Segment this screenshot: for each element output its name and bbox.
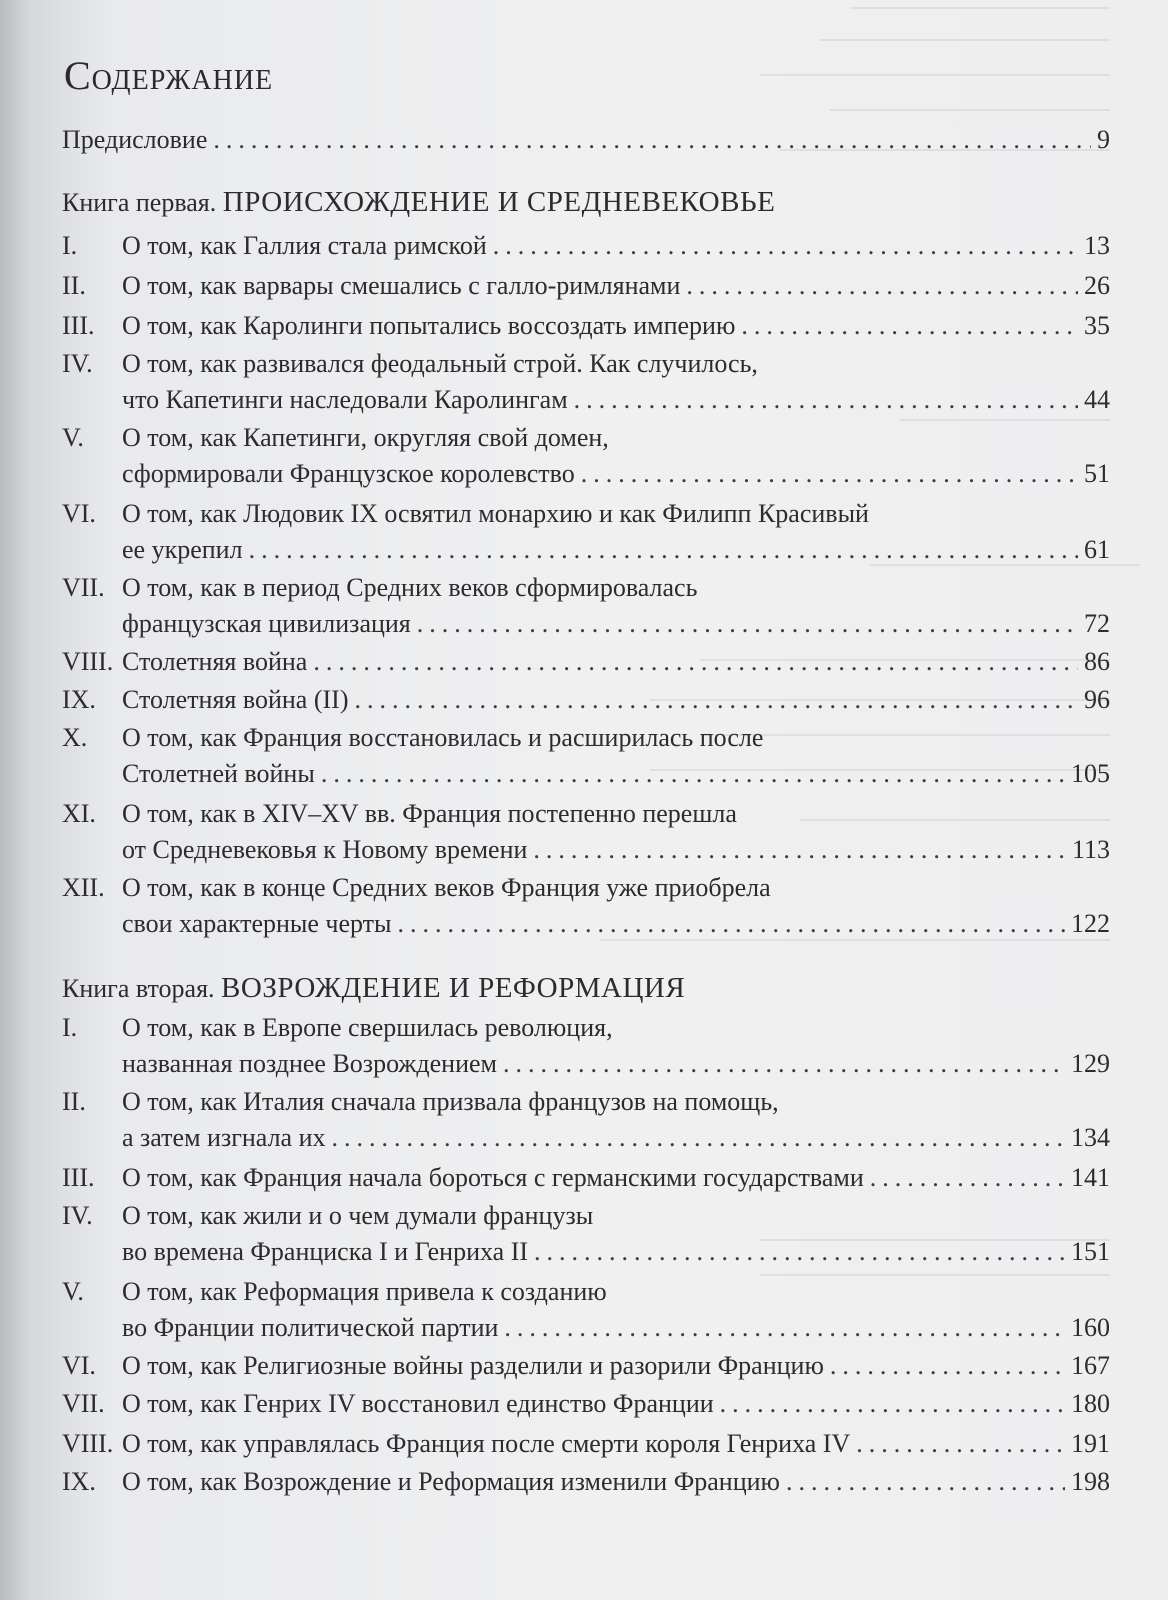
leader-dots — [720, 1386, 1065, 1422]
entry-title: О том, как жили и о чем думали французы — [122, 1201, 594, 1230]
entry-title-continued: свои характерные черты — [122, 909, 392, 938]
page-number: 191 — [1071, 1429, 1110, 1458]
chapter-number: VI. — [62, 499, 96, 528]
page-number: 198 — [1071, 1467, 1110, 1496]
toc-entry[interactable] — [62, 1160, 1110, 1196]
chapter-number: XI. — [62, 799, 96, 828]
leader-dots — [332, 1120, 1066, 1156]
page-number: 141 — [1071, 1163, 1110, 1192]
entry-title-continued: названная позднее Возрождением — [122, 1049, 497, 1078]
leader-dots — [321, 756, 1065, 792]
toc-entry[interactable] — [62, 870, 1110, 942]
page-number: 35 — [1084, 311, 1110, 340]
entry-title: О том, как Капетинги, округляя свой домен, — [122, 423, 609, 452]
chapter-number: VII. — [62, 573, 105, 602]
toc-entry[interactable] — [62, 1084, 1110, 1156]
page-number: 134 — [1071, 1123, 1110, 1152]
toc-entry[interactable] — [62, 1464, 1110, 1500]
entry-title-continued: что Капетинги наследовали Каролингам — [122, 385, 568, 414]
entry-title-continued: во Франции политической партии — [122, 1313, 499, 1342]
toc-entry[interactable] — [62, 496, 1110, 568]
toc-entry[interactable] — [62, 228, 1110, 264]
leader-dots — [534, 1234, 1065, 1270]
page-title: Содержание — [64, 53, 274, 98]
page-number: 122 — [1071, 909, 1110, 938]
chapter-number: VIII. — [62, 1429, 114, 1458]
toc-entry[interactable] — [62, 1426, 1110, 1462]
chapter-number: III. — [62, 311, 95, 340]
toc-entry[interactable] — [62, 682, 1110, 718]
entry-title: О том, как Возрождение и Реформация изменили Францию — [122, 1467, 780, 1496]
leader-dots — [213, 122, 1091, 158]
entry-title: О том, как Италия сначала призвала французов на помощь, — [122, 1087, 779, 1116]
page-number: 113 — [1071, 835, 1110, 864]
leader-dots — [398, 906, 1065, 942]
page-number: 86 — [1084, 647, 1110, 676]
chapter-number: III. — [62, 1163, 95, 1192]
entry-title: О том, как Франция начала бороться с германскими государствами — [122, 1163, 864, 1192]
toc-entry[interactable] — [62, 1274, 1110, 1346]
toc-entry[interactable] — [62, 268, 1110, 304]
book-heading-1 — [62, 184, 775, 221]
chapter-number: IV. — [62, 349, 93, 378]
entry-title: Столетняя война — [122, 647, 308, 676]
entry-title: Столетняя война (II) — [122, 685, 349, 714]
toc-entry[interactable] — [62, 1198, 1110, 1270]
toc-entry[interactable] — [62, 570, 1110, 642]
toc-entry[interactable] — [62, 346, 1110, 418]
book-prefix: Книга вторая. — [62, 974, 215, 1003]
page-number: 167 — [1071, 1351, 1110, 1380]
book-prefix: Книга первая. — [62, 188, 217, 217]
leader-dots — [417, 606, 1078, 642]
chapter-number: IV. — [62, 1201, 93, 1230]
leader-dots — [493, 228, 1078, 264]
leader-dots — [856, 1426, 1065, 1462]
leader-dots — [574, 382, 1078, 418]
chapter-number: VI. — [62, 1351, 96, 1380]
book-heading-2 — [62, 970, 685, 1007]
entry-title: О том, как Каролинги попытались воссоздать империю — [122, 311, 736, 340]
entry-title: О том, как управлялась Франция после смерти короля Генриха IV — [122, 1429, 851, 1458]
entry-title: О том, как Религиозные войны разделили и разорили Францию — [122, 1351, 824, 1380]
toc-entry[interactable] — [62, 796, 1110, 868]
chapter-number: VIII. — [62, 647, 114, 676]
page-number: 72 — [1084, 609, 1110, 638]
page-number: 129 — [1071, 1049, 1110, 1078]
toc-entry[interactable] — [62, 1386, 1110, 1422]
entry-title: О том, как Людовик IX освятил монархию и как Филипп Красивый — [122, 499, 869, 528]
chapter-number: I. — [62, 1013, 78, 1042]
page-number: 160 — [1071, 1313, 1110, 1342]
leader-dots — [830, 1348, 1065, 1384]
entry-title: О том, как варвары смешались с галло-римлянами — [122, 271, 681, 300]
leader-dots — [870, 1160, 1065, 1196]
leader-dots — [249, 532, 1078, 568]
leader-dots — [741, 308, 1078, 344]
toc-entry-preface[interactable] — [62, 122, 1110, 158]
chapter-number: X. — [62, 723, 88, 752]
chapter-number: I. — [62, 231, 78, 260]
entry-title: О том, как Генрих IV восстановил единство Франции — [122, 1389, 714, 1418]
page-number: 105 — [1071, 759, 1110, 788]
toc-entry[interactable] — [62, 308, 1110, 344]
chapter-number: V. — [62, 423, 84, 452]
entry-title-continued: Столетней войны — [122, 759, 315, 788]
page-number: 51 — [1084, 459, 1110, 488]
entry-title: Предисловие — [62, 125, 208, 154]
book-title: ПРОИСХОЖДЕНИЕ И СРЕДНЕВЕКОВЬЕ — [222, 186, 776, 218]
chapter-number: II. — [62, 1087, 86, 1116]
chapter-number: V. — [62, 1277, 84, 1306]
page-number: 13 — [1084, 231, 1110, 260]
entry-title: О том, как в период Средних веков сформировалась — [122, 573, 698, 602]
page-number: 96 — [1084, 685, 1110, 714]
chapter-number: IX. — [62, 685, 96, 714]
entry-title: О том, как в XIV–XV вв. Франция постепенно перешла — [122, 799, 737, 828]
leader-dots — [503, 1046, 1065, 1082]
entry-title-continued: от Средневековья к Новому времени — [122, 835, 528, 864]
page-number: 180 — [1071, 1389, 1110, 1418]
leader-dots — [686, 268, 1078, 304]
page-number: 44 — [1084, 385, 1110, 414]
entry-title-continued: а затем изгнала их — [122, 1123, 326, 1152]
leader-dots — [504, 1310, 1065, 1346]
page-number: 9 — [1097, 125, 1110, 154]
entry-title: О том, как развивался феодальный строй. Как случилось, — [122, 349, 758, 378]
toc-entry[interactable] — [62, 1348, 1110, 1384]
entry-title: О том, как Галлия стала римской — [122, 231, 487, 260]
toc-entry[interactable] — [62, 420, 1110, 492]
leader-dots — [533, 832, 1066, 868]
entry-title: О том, как в Европе свершилась революция, — [122, 1013, 613, 1042]
entry-title-continued: во времена Франциска I и Генриха II — [122, 1237, 529, 1266]
chapter-number: VII. — [62, 1389, 105, 1418]
entry-title: О том, как Франция восстановилась и расширилась после — [122, 723, 764, 752]
book-title: ВОЗРОЖДЕНИЕ И РЕФОРМАЦИЯ — [221, 972, 686, 1004]
toc-entry[interactable] — [62, 720, 1110, 792]
leader-dots — [786, 1464, 1065, 1500]
page-number: 151 — [1071, 1237, 1110, 1266]
page-number: 61 — [1084, 535, 1110, 564]
chapter-number: IX. — [62, 1467, 96, 1496]
entry-title-continued: сформировали Французское королевство — [122, 459, 575, 488]
leader-dots — [581, 456, 1078, 492]
chapter-number: II. — [62, 271, 86, 300]
entry-title-continued: французская цивилизация — [122, 609, 411, 638]
chapter-number: XII. — [62, 873, 105, 902]
leader-dots — [354, 682, 1078, 718]
entry-title-continued: ее укрепил — [122, 535, 243, 564]
leader-dots — [313, 644, 1078, 680]
entry-title: О том, как в конце Средних веков Франция уже приобрела — [122, 873, 771, 902]
page-number: 26 — [1084, 271, 1110, 300]
toc-entry[interactable] — [62, 1010, 1110, 1082]
toc-entry[interactable] — [62, 644, 1110, 680]
entry-title: О том, как Реформация привела к созданию — [122, 1277, 607, 1306]
